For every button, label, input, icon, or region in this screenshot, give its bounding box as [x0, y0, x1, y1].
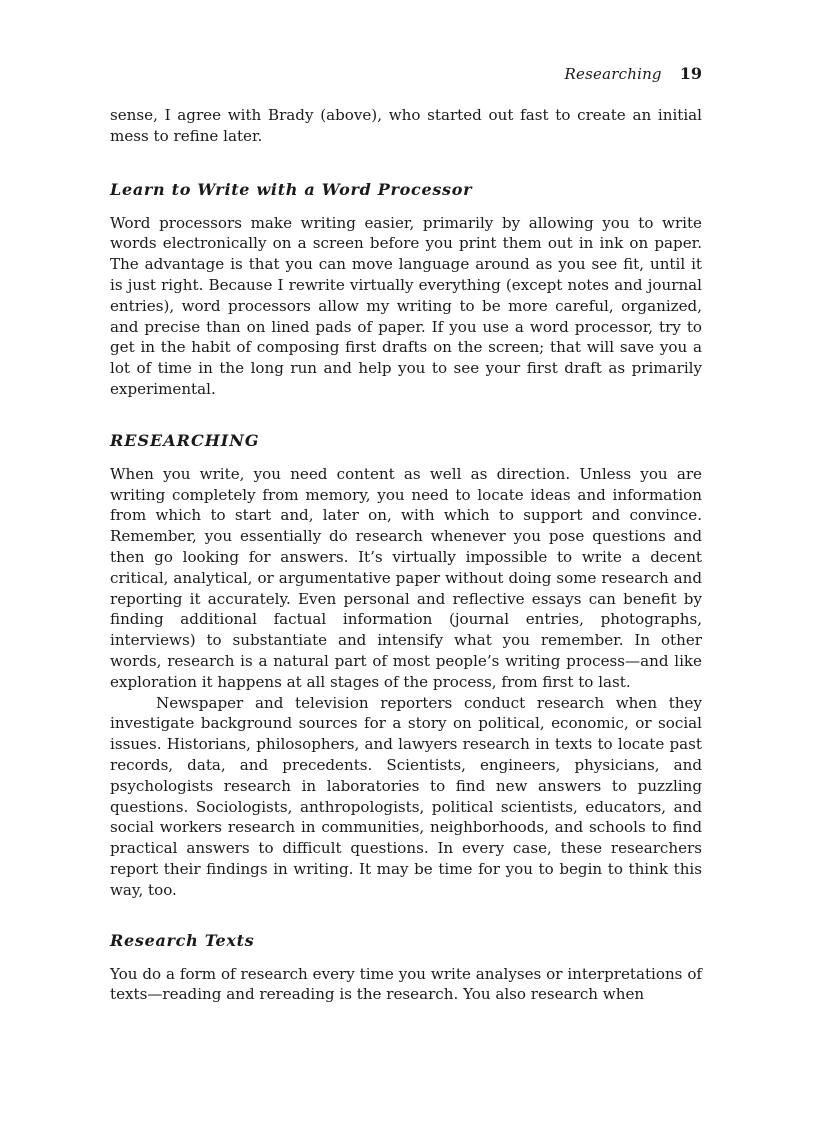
page-body — [110, 105, 702, 1005]
page-number: 19 — [679, 64, 702, 83]
researching-paragraph-2: Newspaper and television reporters conduct research when they investigate background sources for a story on political, economic, or social issues. Historians, philosophers, and lawyers research in texts to locate past records, data, and precedents. Scientists, engineers, physicians, and psychologists research in laboratories to find new answers to puzzling questions. Sociologists, anthropologists, political scientists, educators, and social workers research in communities, neighborhoods, and schools to find practical answers to difficult questions. In every case, these researchers report their findings in writing. It may be time for you to begin to think this way, too. — [110, 693, 702, 899]
research-texts-heading: Research Texts — [110, 930, 255, 950]
researching-heading: RESEARCHING — [110, 430, 260, 450]
running-title: Researching — [564, 65, 662, 83]
researching-paragraph-1: When you write, you need content as well as direction. Unless you are writing completely from memory, you need to locate ideas and information from which to start and, later on, with which to support and convince. Remember, you essentially do research whenever you pose questions and then go looking for answers. It’s virtually impossible to write a decent critical, analytical, or argumentative paper without doing some research and reporting it accurately. Even personal and reflective essays can benefit by finding additional factual information (journal entries, photographs, interviews) to substantiate and intensify what you remember. In other words, research is a natural part of most people’s writing process—and like exploration it happens at all stages of the process, from first to last. — [110, 464, 702, 691]
research-texts-paragraph: You do a form of research every time you write analyses or interpretations of texts—reading and rereading is the research. You also research when — [110, 964, 702, 1004]
intro-paragraph: sense, I agree with Brady (above), who started out fast to create an initial mess to refine later. — [110, 106, 702, 145]
running-head — [565, 64, 702, 83]
word-processor-heading: Learn to Write with a Word Processor — [110, 179, 473, 199]
word-processor-paragraph: Word processors make writing easier, primarily by allowing you to write words electronically on a screen before you print them out in ink on paper. The advantage is that you can move language around as you see fit, until it is just right. Because I rewrite virtually everything (except notes and journal entries), word processors allow my writing to be more careful, organized, and precise than on lined pads of paper. If you use a word processor, try to get in the habit of composing first drafts on the screen; that will save you a lot of time in the long run and help you to see your first draft as primarily experimental. — [110, 213, 702, 398]
